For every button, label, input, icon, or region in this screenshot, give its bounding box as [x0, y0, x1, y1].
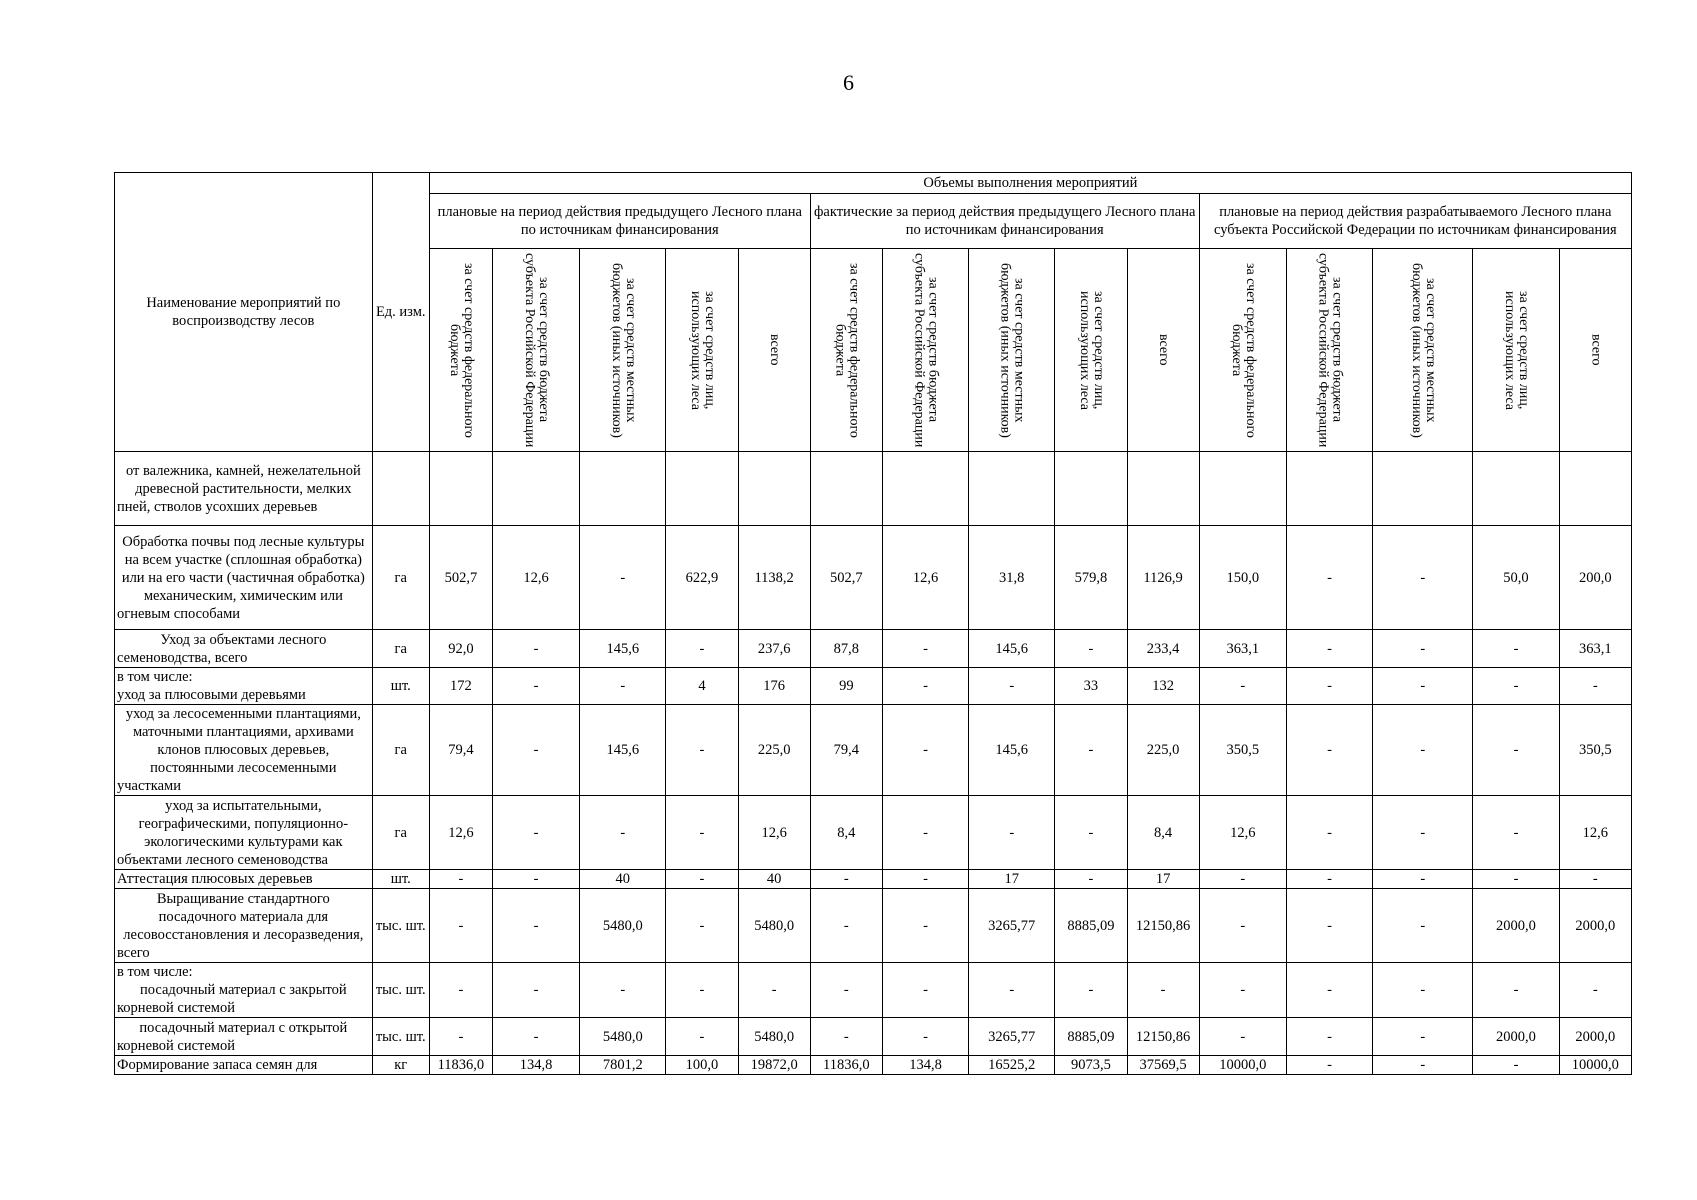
header-subject-budget: за счет средств бюджета субъекта Российской Федерации — [882, 249, 968, 452]
value-cell: - — [1055, 963, 1127, 1018]
value-cell: - — [429, 870, 492, 889]
value-cell: - — [882, 796, 968, 870]
value-cell — [1373, 452, 1473, 526]
unit-cell: га — [372, 630, 429, 668]
value-cell: - — [882, 668, 968, 705]
value-cell: - — [882, 1018, 968, 1056]
value-cell: 33 — [1055, 668, 1127, 705]
value-cell: - — [882, 889, 968, 963]
value-cell: 237,6 — [738, 630, 810, 668]
table-row — [115, 705, 1632, 796]
value-cell — [810, 452, 882, 526]
value-cell: 5480,0 — [738, 1018, 810, 1056]
table-row — [115, 796, 1632, 870]
value-cell: - — [882, 870, 968, 889]
value-cell: 40 — [738, 870, 810, 889]
table-row — [115, 452, 1632, 526]
header-federal-budget: за счет средств федерального бюджета — [1199, 249, 1286, 452]
value-cell: 8,4 — [810, 796, 882, 870]
value-cell: 2000,0 — [1473, 1018, 1559, 1056]
table-row — [115, 668, 1632, 705]
value-cell: 12150,86 — [1127, 1018, 1199, 1056]
value-cell: - — [492, 705, 579, 796]
value-cell: 17 — [1127, 870, 1199, 889]
value-cell: - — [1199, 870, 1286, 889]
value-cell: 16525,2 — [969, 1056, 1055, 1075]
value-cell: - — [492, 963, 579, 1018]
value-cell: 10000,0 — [1559, 1056, 1631, 1075]
table-row — [115, 1056, 1632, 1075]
value-cell: 11836,0 — [429, 1056, 492, 1075]
value-cell: - — [429, 1018, 492, 1056]
value-cell: - — [1373, 796, 1473, 870]
value-cell: - — [492, 630, 579, 668]
value-cell: - — [666, 1018, 738, 1056]
activity-prefix: в том числе: — [117, 964, 193, 980]
value-cell: 87,8 — [810, 630, 882, 668]
value-cell: - — [492, 870, 579, 889]
header-forest-users: за счет средств лиц, использующих леса — [666, 249, 738, 452]
value-cell: - — [1286, 870, 1372, 889]
value-cell: - — [1559, 963, 1631, 1018]
value-cell — [969, 452, 1055, 526]
value-cell — [882, 452, 968, 526]
header-activity-name: Наименование мероприятий по воспроизводству лесов — [115, 173, 373, 452]
value-cell — [1127, 452, 1199, 526]
activity-label: уход за испытательными, географическими, популяционно-экологическими культурами как объектами лесного семеноводства — [117, 797, 349, 868]
value-cell: - — [1373, 630, 1473, 668]
value-cell — [1473, 452, 1559, 526]
value-cell: - — [1473, 1056, 1559, 1075]
value-cell — [1055, 452, 1127, 526]
value-cell: 3265,77 — [969, 889, 1055, 963]
activity-name — [115, 452, 373, 526]
reforestation-table — [114, 172, 1632, 1075]
value-cell: 8885,09 — [1055, 1018, 1127, 1056]
value-cell: - — [738, 963, 810, 1018]
value-cell: 233,4 — [1127, 630, 1199, 668]
value-cell: 132 — [1127, 668, 1199, 705]
value-cell: 4 — [666, 668, 738, 705]
value-cell: - — [810, 963, 882, 1018]
value-cell: 37569,5 — [1127, 1056, 1199, 1075]
value-cell — [1559, 452, 1631, 526]
value-cell: 100,0 — [666, 1056, 738, 1075]
header-subject-budget: за счет средств бюджета субъекта Российской Федерации — [492, 249, 579, 452]
activity-label: посадочный материал с открытой корневой системой — [117, 1019, 348, 1054]
value-cell: - — [1473, 963, 1559, 1018]
value-cell: 5480,0 — [738, 889, 810, 963]
value-cell: - — [882, 630, 968, 668]
value-cell: 12,6 — [1199, 796, 1286, 870]
value-cell: - — [969, 963, 1055, 1018]
value-cell: - — [429, 889, 492, 963]
unit-cell: тыс. шт. — [372, 1018, 429, 1056]
value-cell: 11836,0 — [810, 1056, 882, 1075]
value-cell: - — [1286, 1056, 1372, 1075]
value-cell: - — [969, 796, 1055, 870]
value-cell: - — [666, 963, 738, 1018]
header-planned-new: плановые на период действия разрабатываемого Лесного плана субъекта Российской Федерации по источникам финансирования — [1199, 194, 1631, 249]
table-row — [115, 630, 1632, 668]
table-row — [115, 963, 1632, 1018]
activity-label: Выращивание стандартного посадочного материала для лесовосстановления и лесоразведения, всего — [117, 890, 364, 961]
value-cell: - — [666, 796, 738, 870]
unit-cell: тыс. шт. — [372, 963, 429, 1018]
value-cell: - — [580, 963, 666, 1018]
value-cell: 79,4 — [429, 705, 492, 796]
value-cell: - — [1559, 870, 1631, 889]
table-row — [115, 1018, 1632, 1056]
value-cell: - — [1286, 1018, 1372, 1056]
activity-label: Обработка почвы под лесные культуры на всем участке (сплошная обработка) или на его части (частичная обработка) механическим, химическим или огневым способами — [117, 533, 365, 622]
value-cell — [1286, 452, 1372, 526]
value-cell: 1138,2 — [738, 526, 810, 630]
value-cell: - — [666, 705, 738, 796]
unit-cell: тыс. шт. — [372, 889, 429, 963]
value-cell: 579,8 — [1055, 526, 1127, 630]
value-cell: - — [1286, 630, 1372, 668]
value-cell: - — [882, 705, 968, 796]
value-cell: 134,8 — [492, 1056, 579, 1075]
value-cell: 363,1 — [1559, 630, 1631, 668]
unit-cell: шт. — [372, 870, 429, 889]
unit-cell: шт. — [372, 668, 429, 705]
activity-prefix: в том числе: — [117, 669, 193, 685]
header-local-budget: за счет средств местных бюджетов (иных источников) — [580, 249, 666, 452]
header-local-budget: за счет средств местных бюджетов (иных источников) — [969, 249, 1055, 452]
value-cell: 7801,2 — [580, 1056, 666, 1075]
value-cell: - — [1199, 1018, 1286, 1056]
value-cell: 12,6 — [429, 796, 492, 870]
activity-name — [115, 963, 373, 1018]
value-cell: - — [810, 1018, 882, 1056]
unit-cell: га — [372, 796, 429, 870]
value-cell: - — [1286, 796, 1372, 870]
value-cell: 145,6 — [969, 630, 1055, 668]
value-cell: - — [1373, 889, 1473, 963]
activity-label: Уход за объектами лесного семеноводства, всего — [117, 631, 327, 666]
value-cell: 8,4 — [1127, 796, 1199, 870]
header-volumes: Объемы выполнения мероприятий — [429, 173, 1631, 194]
activity-label: уход за плюсовыми деревьями — [117, 687, 306, 703]
header-forest-users: за счет средств лиц, использующих леса — [1473, 249, 1559, 452]
value-cell: 145,6 — [969, 705, 1055, 796]
page-number: 6 — [843, 70, 854, 95]
value-cell: - — [1055, 630, 1127, 668]
header-actual-previous: фактические за период действия предыдущего Лесного плана по источникам финансирования — [810, 194, 1199, 249]
value-cell: - — [580, 796, 666, 870]
header-total: всего — [738, 249, 810, 452]
value-cell: 150,0 — [1199, 526, 1286, 630]
value-cell: - — [580, 668, 666, 705]
value-cell: 2000,0 — [1559, 889, 1631, 963]
value-cell: - — [1286, 668, 1372, 705]
value-cell: 12,6 — [738, 796, 810, 870]
value-cell: - — [1559, 668, 1631, 705]
unit-cell: га — [372, 705, 429, 796]
value-cell: - — [1473, 796, 1559, 870]
value-cell: - — [1373, 668, 1473, 705]
table-row — [115, 889, 1632, 963]
value-cell: 99 — [810, 668, 882, 705]
header-local-budget: за счет средств местных бюджетов (иных источников) — [1373, 249, 1473, 452]
value-cell — [580, 452, 666, 526]
activity-label: Аттестация плюсовых деревьев — [117, 871, 313, 887]
value-cell: - — [1055, 796, 1127, 870]
value-cell: 50,0 — [1473, 526, 1559, 630]
value-cell: - — [1473, 870, 1559, 889]
activity-name — [115, 870, 373, 889]
value-cell: 31,8 — [969, 526, 1055, 630]
value-cell: - — [1473, 705, 1559, 796]
value-cell: - — [969, 668, 1055, 705]
value-cell: - — [1286, 526, 1372, 630]
value-cell: - — [1373, 870, 1473, 889]
activity-name — [115, 705, 373, 796]
value-cell: - — [666, 889, 738, 963]
value-cell: 9073,5 — [1055, 1056, 1127, 1075]
value-cell: - — [1055, 705, 1127, 796]
header-subject-budget: за счет средств бюджета субъекта Российской Федерации — [1286, 249, 1372, 452]
header-forest-users: за счет средств лиц, использующих леса — [1055, 249, 1127, 452]
value-cell: 145,6 — [580, 705, 666, 796]
value-cell: - — [1199, 668, 1286, 705]
activity-label: от валежника, камней, нежелательной древесной растительности, мелких пней, стволов усохших деревьев — [117, 462, 361, 515]
value-cell: - — [492, 889, 579, 963]
value-cell: 19872,0 — [738, 1056, 810, 1075]
value-cell: - — [492, 1018, 579, 1056]
value-cell: 225,0 — [1127, 705, 1199, 796]
unit-cell: га — [372, 526, 429, 630]
value-cell: - — [492, 668, 579, 705]
unit-cell: кг — [372, 1056, 429, 1075]
value-cell: - — [1373, 526, 1473, 630]
value-cell: 5480,0 — [580, 1018, 666, 1056]
activity-label: Формирование запаса семян для — [117, 1057, 318, 1073]
value-cell: - — [882, 963, 968, 1018]
value-cell: 40 — [580, 870, 666, 889]
activity-name — [115, 526, 373, 630]
value-cell: - — [1286, 889, 1372, 963]
value-cell: - — [1373, 1056, 1473, 1075]
header-federal-budget: за счет средств федерального бюджета — [429, 249, 492, 452]
value-cell: - — [492, 796, 579, 870]
value-cell — [738, 452, 810, 526]
header-total: всего — [1559, 249, 1631, 452]
value-cell: 145,6 — [580, 630, 666, 668]
value-cell: - — [1127, 963, 1199, 1018]
activity-name — [115, 796, 373, 870]
value-cell: - — [666, 630, 738, 668]
table-row — [115, 870, 1632, 889]
value-cell: - — [1473, 668, 1559, 705]
value-cell: 1126,9 — [1127, 526, 1199, 630]
header-unit: Ед. изм. — [372, 173, 429, 452]
value-cell: - — [1286, 963, 1372, 1018]
value-cell: 622,9 — [666, 526, 738, 630]
value-cell — [1199, 452, 1286, 526]
value-cell: 363,1 — [1199, 630, 1286, 668]
value-cell — [429, 452, 492, 526]
value-cell: 92,0 — [429, 630, 492, 668]
value-cell: 12150,86 — [1127, 889, 1199, 963]
activity-name — [115, 1018, 373, 1056]
value-cell: 350,5 — [1559, 705, 1631, 796]
value-cell: 172 — [429, 668, 492, 705]
value-cell: - — [1199, 889, 1286, 963]
value-cell: - — [1473, 630, 1559, 668]
value-cell — [492, 452, 579, 526]
table-body — [115, 452, 1632, 1075]
value-cell: 79,4 — [810, 705, 882, 796]
value-cell: 176 — [738, 668, 810, 705]
header-federal-budget: за счет средств федерального бюджета — [810, 249, 882, 452]
activity-name — [115, 1056, 373, 1075]
value-cell: 350,5 — [1199, 705, 1286, 796]
header-planned-previous: плановые на период действия предыдущего Лесного плана по источникам финансирования — [429, 194, 810, 249]
value-cell: - — [1055, 870, 1127, 889]
value-cell: 17 — [969, 870, 1055, 889]
value-cell: - — [1373, 963, 1473, 1018]
activity-name — [115, 668, 373, 705]
table-row — [115, 526, 1632, 630]
value-cell: - — [666, 870, 738, 889]
value-cell: 8885,09 — [1055, 889, 1127, 963]
value-cell: 225,0 — [738, 705, 810, 796]
value-cell: 134,8 — [882, 1056, 968, 1075]
value-cell: 200,0 — [1559, 526, 1631, 630]
value-cell: - — [1286, 705, 1372, 796]
value-cell: 12,6 — [1559, 796, 1631, 870]
value-cell — [666, 452, 738, 526]
activity-name — [115, 889, 373, 963]
value-cell: 502,7 — [810, 526, 882, 630]
value-cell: 5480,0 — [580, 889, 666, 963]
value-cell: 502,7 — [429, 526, 492, 630]
value-cell: 12,6 — [492, 526, 579, 630]
header-total: всего — [1127, 249, 1199, 452]
value-cell: - — [580, 526, 666, 630]
value-cell: 10000,0 — [1199, 1056, 1286, 1075]
activity-label: посадочный материал с закрытой корневой системой — [117, 982, 347, 1016]
value-cell: - — [810, 870, 882, 889]
unit-cell — [372, 452, 429, 526]
activity-label: уход за лесосеменными плантациями, маточными плантациями, архивами клонов плюсовых деревьев, постоянными лесосеменными участками — [117, 706, 361, 794]
value-cell: - — [1373, 705, 1473, 796]
value-cell: - — [810, 889, 882, 963]
value-cell: 3265,77 — [969, 1018, 1055, 1056]
value-cell: 2000,0 — [1559, 1018, 1631, 1056]
value-cell: - — [1199, 963, 1286, 1018]
value-cell: 2000,0 — [1473, 889, 1559, 963]
value-cell: 12,6 — [882, 526, 968, 630]
value-cell: - — [429, 963, 492, 1018]
activity-name — [115, 630, 373, 668]
value-cell: - — [1373, 1018, 1473, 1056]
